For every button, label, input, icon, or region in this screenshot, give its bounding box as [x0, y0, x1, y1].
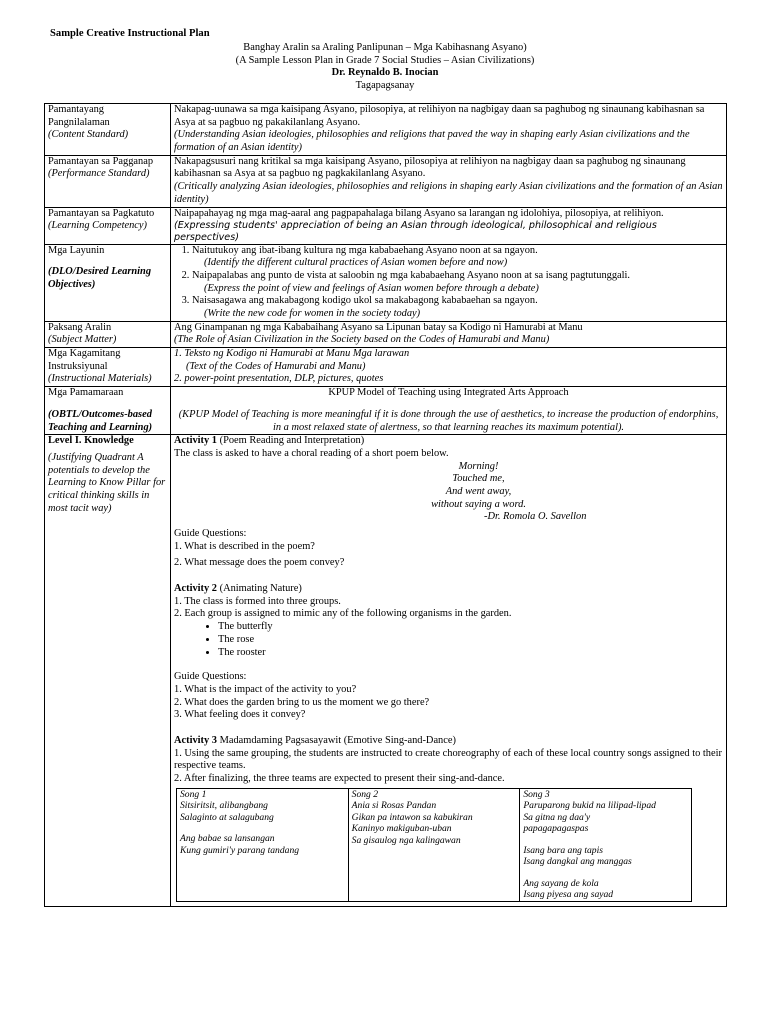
- activity-2-step: 2. Each group is assigned to mimic any of the following organisms in the garden.: [174, 608, 512, 620]
- lesson-plan-table: [44, 103, 727, 907]
- song-lyric-line: Isang dangkal ang manggas: [523, 856, 632, 868]
- author-role: Tagapagsanay: [355, 79, 415, 91]
- method-description: (KPUP Model of Teaching is more meaningful if it is done through the use of aesthetics, to increase the production of endorphins, in a most relaxed state of alertness, so that learning reaches its maximum potential).: [178, 408, 719, 433]
- stanza-break: [523, 868, 688, 878]
- row-text: Naipapahayag ng mga mag-aaral ang pagpapahalaga bilang Asyano sa larangan ng idolohiya, pilosopiya, at relihiyon.: [174, 207, 664, 219]
- guide-questions-label: Guide Questions:: [174, 528, 247, 540]
- poem-author: -Dr. Romola O. Savellon: [484, 511, 587, 523]
- guide-question: 2. What does the garden bring to us the moment we go there?: [174, 696, 430, 708]
- row-objectives: [45, 244, 727, 321]
- organism-item: • The rooster: [218, 647, 723, 660]
- organism-item: • The rose: [218, 634, 723, 647]
- row-text: Ang Ginampanan ng mga Kababaihang Asyano sa Lipunan batay sa Kodigo ni Hamurabi at Manu: [174, 321, 583, 333]
- song-lyric-line: Gikan pa intawon sa kabukiran: [351, 811, 473, 823]
- row-text-english: (The Role of Asian Civilization in the Society based on the Codes of Hamurabi and Manu): [174, 334, 550, 346]
- song-lyric-line: Ang babae sa lansangan: [180, 833, 275, 845]
- subtitle-english: (A Sample Lesson Plan in Grade 7 Social Studies – Asian Civilizations): [235, 54, 535, 66]
- objective-item: 1. Naitutukoy ang ibat-ibang kultura ng mga kababaehang Asyano noon at sa ngayon. (Identify the different cultural practices of Asian women before and now): [192, 245, 723, 270]
- row-learning-competency: [45, 207, 727, 244]
- song-lyric-line: Sitsiritsit, alibangbang: [180, 800, 268, 812]
- song-lyric-line: Salaginto at salagubang: [180, 811, 274, 823]
- row-label: Mga Pamamaraan: [48, 387, 124, 399]
- poem-line: And went away,: [445, 485, 512, 497]
- row-subject-matter: [45, 321, 727, 347]
- organism-list: [174, 621, 723, 659]
- material-item-english: (Text of the Codes of Hamurabi and Manu): [186, 360, 366, 372]
- row-label-english: (Justifying Quadrant A potentials to develop the Learning to Know Pillar for critical thinking skills in most tacit way): [48, 451, 166, 514]
- activity-2-heading: Activity 2 (Animating Nature): [174, 583, 302, 595]
- row-label-english: (Instructional Materials): [48, 373, 152, 385]
- poem: [174, 461, 723, 512]
- poem-line: Morning!: [458, 460, 499, 472]
- guide-question: 1. What is described in the poem?: [174, 540, 315, 552]
- material-item: 2. power-point presentation, DLP, pictures, quotes: [174, 373, 384, 385]
- objective-item: 2. Naipapalabas ang punto de vista at saloobin ng mga kababaehang Asyano noon at sa isang pagtutunggali. (Express the point of view and feelings of Asian women before through a debate): [192, 270, 723, 295]
- song-lyric-line: Ania si Rosas Pandan: [351, 800, 437, 812]
- row-text: Nakapagsusuri nang kritikal sa mga kaisipang Asyano, pilosopiya at relihiyon na nagbigay daan sa paghubog ng sinaunang kabihasnan sa Asya at sa pagbuo ng pagkakilanlang Asyano.: [174, 155, 686, 180]
- activity-1-heading: Activity 1 (Poem Reading and Interpretation): [174, 435, 365, 447]
- guide-question: 1. What is the impact of the activity to you?: [174, 683, 357, 695]
- song-lyric-line: Isang bara ang tapis: [523, 844, 603, 856]
- document-header: [50, 28, 720, 93]
- row-text-english: (Critically analyzing Asian ideologies, philosophies and religions in shaping early Asian civilizations and the formation of an Asian identity): [174, 181, 723, 205]
- objectives-list: [174, 245, 723, 321]
- row-label: Level I. Knowledge: [48, 435, 134, 447]
- organism-item: • The butterfly: [218, 621, 723, 634]
- guide-question: 3. What feeling does it convey?: [174, 709, 306, 721]
- row-label: Mga Kagamitang Instruksiyunal: [48, 348, 121, 372]
- activity-3-step: 2. After finalizing, the three teams are expected to present their sing-and-dance.: [174, 773, 505, 785]
- song-column: [520, 788, 692, 901]
- stanza-break: [523, 835, 688, 845]
- row-label-english: (OBTL/Outcomes-based Teaching and Learning): [48, 408, 153, 433]
- author-name: Dr. Reynaldo B. Inocian: [331, 67, 439, 79]
- document-title: Sample Creative Instructional Plan: [50, 28, 210, 39]
- activity-3-step: 1. Using the same grouping, the students are instructed to create choreography of each of these local country songs assigned to their respective teams.: [174, 747, 722, 772]
- songs-table: [176, 788, 692, 902]
- song-title: Song 1: [180, 788, 207, 800]
- song-title: Song 3: [523, 788, 550, 800]
- method-title: KPUP Model of Teaching using Integrated Arts Approach: [328, 387, 569, 399]
- row-label: Pamantayan sa Pagganap: [48, 155, 154, 167]
- row-text-english: (Understanding Asian ideologies, philosophies and religions that paved the way in shaping early Asian civilizations and the formation of an Asian identity): [174, 129, 690, 154]
- song-column: [348, 788, 520, 901]
- row-text: Nakapag-uunawa sa mga kaisipang Asyano, pilosopiya, at relihiyon na nagbigay daan sa paghubog ng sinaunang kabihasnan sa Asya at sa pagbuo ng pakakilanlang Asyano.: [174, 104, 705, 128]
- song-lyric-line: Kaninyo makiguban-uban: [351, 823, 452, 835]
- song-lyric-line: Kung gumiri'y parang tandang: [180, 844, 300, 856]
- row-content-standard: [45, 104, 727, 156]
- row-label-english: (DLO/Desired Learning Objectives): [48, 266, 152, 290]
- activity-2-step: 1. The class is formed into three groups.: [174, 595, 341, 607]
- objective-item: 3. Naisasagawa ang makabagong kodigo ukol sa makabagong kababaehan sa ngayon. (Write the new code for women in the society today): [192, 295, 723, 320]
- activity-3-heading: Activity 3 Madamdaming Pagsasayawit (Emotive Sing-and-Dance): [174, 734, 456, 746]
- song-lyric-line: Ang sayang de kola: [523, 877, 599, 889]
- row-label: Pamantayan sa Pagkatuto: [48, 207, 155, 219]
- row-level-knowledge: [45, 435, 727, 907]
- row-label-english: (Content Standard): [48, 129, 129, 141]
- song-lyric-line: papagapagaspas: [523, 823, 589, 835]
- activity-1-instruction: The class is asked to have a choral reading of a short poem below.: [174, 447, 449, 459]
- song-title: Song 2: [351, 788, 379, 800]
- song-lyric-line: Paruparong bukid na lilipad-lipad: [523, 800, 656, 812]
- row-label-english: (Learning Competency): [48, 220, 147, 232]
- material-item: 1. Teksto ng Kodigo ni Hamurabi at Manu Mga larawan: [174, 348, 410, 360]
- song-column: [177, 788, 349, 901]
- guide-question: 2. What message does the poem convey?: [174, 557, 345, 569]
- row-performance-standard: [45, 155, 727, 207]
- poem-line: without saying a word.: [431, 498, 526, 510]
- row-label-english: (Subject Matter): [48, 334, 117, 346]
- row-label: Paksang Aralin: [48, 321, 112, 333]
- guide-questions-label: Guide Questions:: [174, 671, 247, 683]
- row-methods: [45, 387, 727, 435]
- row-label: Pamantayang Pangnilalaman: [48, 104, 110, 128]
- subtitle-filipino: Banghay Aralin sa Araling Panlipunan – Mga Kabihasnang Asyano): [243, 41, 527, 53]
- poem-line: Touched me,: [452, 473, 505, 485]
- song-lyric-line: Isang piyesa ang sayad: [523, 889, 614, 901]
- stanza-break: [180, 823, 345, 833]
- row-instructional-materials: [45, 348, 727, 387]
- row-label-english: (Performance Standard): [48, 168, 150, 180]
- song-lyric-line: Sa gitna ng daa'y: [523, 811, 591, 823]
- song-lyric-line: Sa gisaulog nga kalingawan: [351, 834, 461, 846]
- row-text-english: (Expressing students' appreciation of being an Asian through ideological, philosophical and religious perspectives): [174, 220, 657, 243]
- row-label: Mga Layunin: [48, 244, 105, 256]
